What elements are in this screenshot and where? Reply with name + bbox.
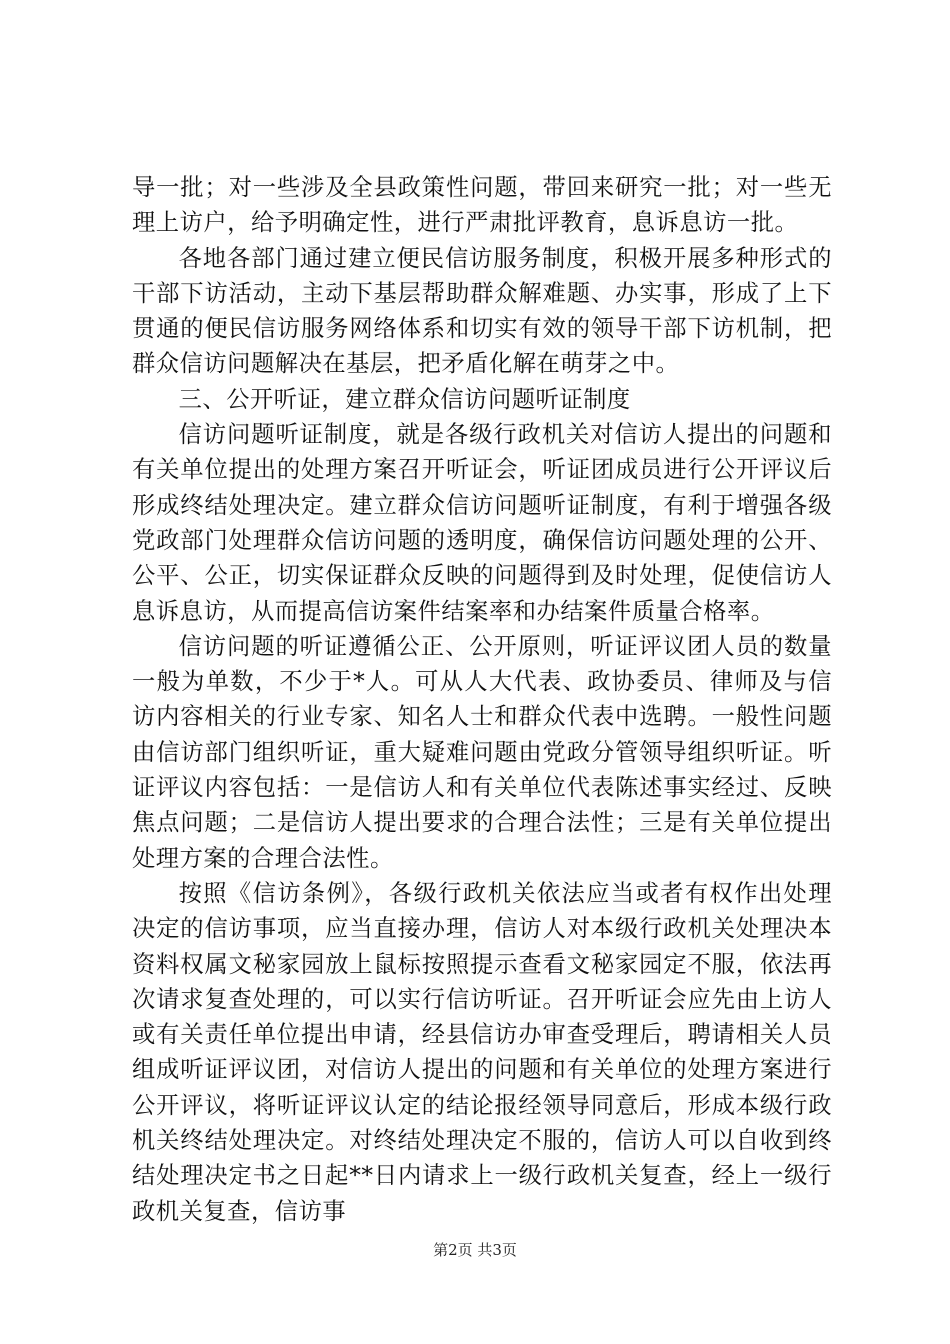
page-footer: 第2页 共3页 (433, 1241, 517, 1259)
document-body (132, 170, 832, 1229)
paragraph-5: 按照《信访条例》，各级行政机关依法应当或者有权作出处理决定的信访事项，应当直接办理，信访人对本级行政机关处理决本资料权属文秘家园放上鼠标按照提示查看文秘家园定不服，依法再次请求复查处理的，可以实行信访听证。召开听证会应先由上访人或有关责任单位提出申请，经县信访办审查受理后，聘请相关人员组成听证评议团，对信访人提出的问题和有关单位的处理方案进行公开评议，将听证评议认定的结论报经领导同意后，形成本级行政机关终结处理决定。对终结处理决定不服的，信访人可以自收到终结处理决定书之日起**日内请求上一级行政机关复查，经上一级行政机关复查，信访事 (132, 879, 832, 1225)
paragraph-3: 信访问题听证制度，就是各级行政机关对信访人提出的问题和有关单位提出的处理方案召开听证会，听证团成员进行公开评议后形成终结处理决定。建立群众信访问题听证制度，有利于增强各级党政部门处理群众信访问题的透明度，确保信访问题处理的公开、公平、公正，切实保证群众反映的问题得到及时处理，促使信访人息诉息访，从而提高信访案件结案率和办结案件质量合格率。 (132, 421, 832, 625)
section-heading: 三、公开听证，建立群众信访问题听证制度 (178, 385, 631, 413)
paragraph-4: 信访问题的听证遵循公正、公开原则，听证评议团人员的数量一般为单数，不少于*人。可从人大代表、政协委员、律师及与信访内容相关的行业专家、知名人士和群众代表中选聘。一般性问题由信访部门组织听证，重大疑难问题由党政分管领导组织听证。听证评议内容包括：一是信访人和有关单位代表陈述事实经过、反映焦点问题；二是信访人提出要求的合理合法性；三是有关单位提出处理方案的合理合法性。 (132, 632, 832, 872)
paragraph-2: 各地各部门通过建立便民信访服务制度，积极开展多种形式的干部下访活动，主动下基层帮助群众解难题、办实事，形成了上下贯通的便民信访服务网络体系和切实有效的领导干部下访机制，把群众信访问题解决在基层，把矛盾化解在萌芽之中。 (132, 244, 832, 378)
paragraph-1: 导一批；对一些涉及全县政策性问题，带回来研究一批；对一些无理上访户，给予明确定性，进行严肃批评教育，息诉息访一批。 (132, 174, 832, 237)
